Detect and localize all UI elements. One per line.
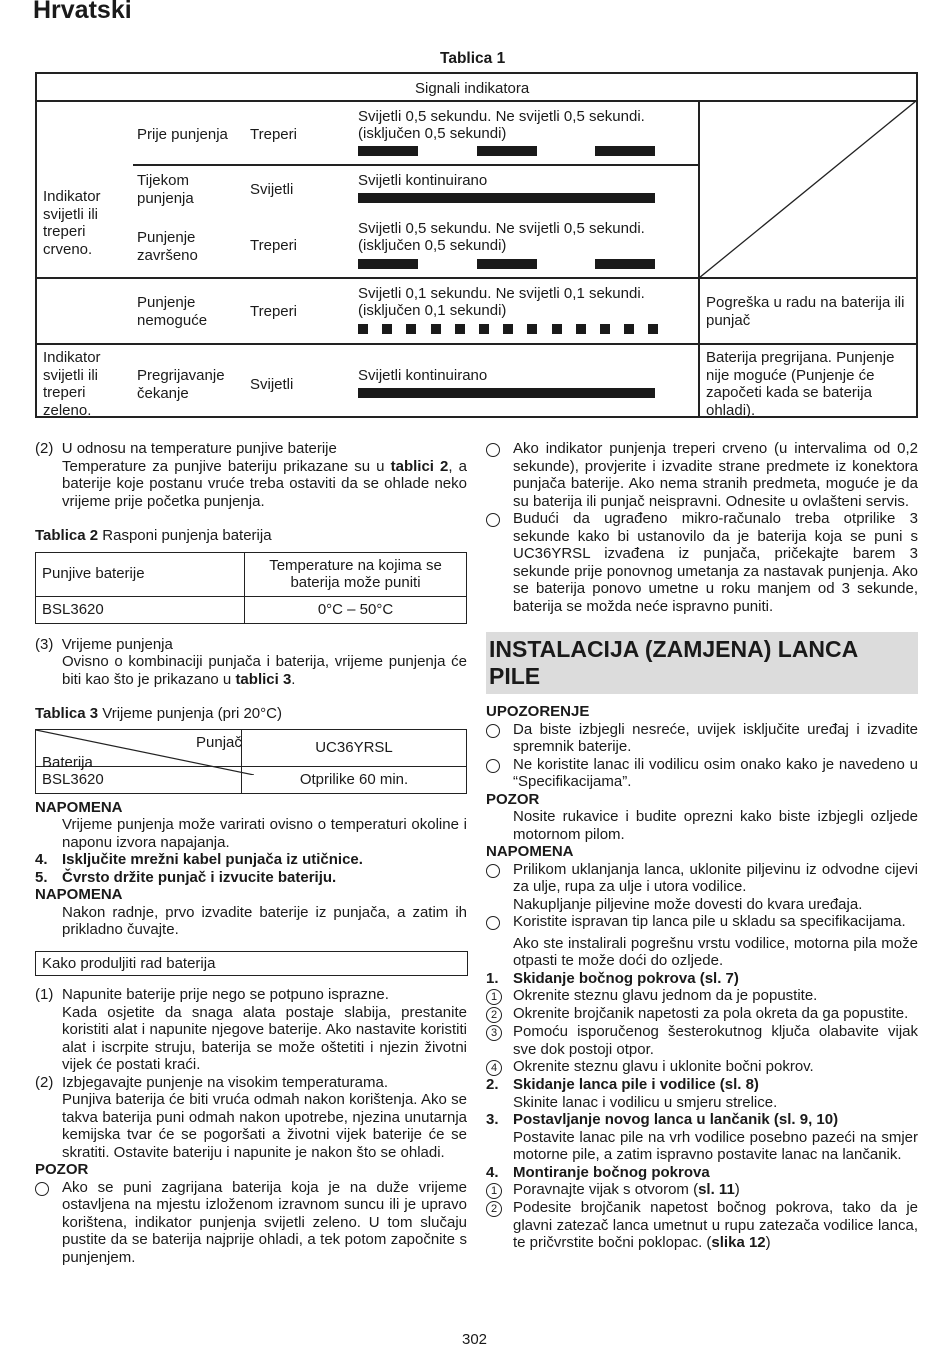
signal-bar [358,146,418,156]
table2 [35,552,467,624]
numbered-item: 1 Okrenite steznu glavu jednom da je popustite. [486,987,918,1005]
tip-2: (2) Izbjegavajte punjenje na visokim temperaturama. [35,1073,389,1091]
bullet-circle-icon [35,1182,49,1196]
signal-dash [527,324,537,334]
paragraph-3: (3) Vrijeme punjenja [35,635,173,653]
signal-text: (isključen 0,5 sekundi) [358,125,507,142]
note-heading: NAPOMENA [486,843,574,860]
number-2-icon: 2 [486,1201,502,1217]
table2-header: Temperature na kojima se baterija može puniti [245,552,467,596]
caution-text: Nosite rukavice i budite oprezni kako biste izbjegli ozljede motornom pilom. [513,808,918,843]
right-column [486,440,918,1252]
signal-dash [406,324,416,334]
section-title: INSTALACIJA (ZAMJENA) LANCA PILE [486,632,918,694]
signal-bar [358,259,418,269]
mode-label: Svijetli [250,376,294,393]
table3-caption: Tablica 3 Vrijeme punjenja (pri 20°C) [35,705,282,722]
diagonal-slash [699,101,916,278]
battery-label: Baterija [42,753,93,771]
mode-label: Treperi [250,126,297,143]
warning-heading: UPOZORENJE [486,703,590,720]
tip-1-text: Kada osjetite da snaga alata postaje slabija, prestanite koristiti alat i napunite njegove baterije. Ako nastavite koristiti alat i iscrpite struju, baterija se može oštetiti i njezin životni vijek će postati kraći. [62,1003,467,1073]
signal-dashes [358,324,655,334]
table3 [35,729,467,794]
tip-2-text: Punjiva baterija će biti vruća odmah nakon korištenja. Ako se takva baterija puni odmah nakon upotrebe, njezina unutarnja kemijska tvar će se pogoršati a životni vijek baterije će se skratiti. Ostavite bateriju i napunite je nakon što se ohladi. [62,1091,467,1161]
step-text: Postavite lanac pile na vrh vodilice posebno pazeći na smjer motorne pile, a zatim ispravno postavite lanac na lančanik. [513,1128,918,1163]
signal-text: (isključen 0,5 sekundi) [358,237,507,254]
left-column [35,440,467,1266]
numbered-item: 4 Okrenite steznu glavu i uklonite bočni pokrov. [486,1058,918,1076]
signal-dash [503,324,513,334]
number-1-icon: 1 [486,989,502,1005]
bullet-circle-icon [486,759,500,773]
group-red-label: Indikator svijetli ili treperi crveno. [43,188,101,258]
table3-header: UC36YRSL [242,729,467,766]
paragraph-2-text: Temperature za punjive bateriju prikazane su u tablici 2, a baterije koje postanu vruće treba ostaviti da se ohlade neko vrijeme prije početka punjenja. [62,457,468,510]
note-text: Nakon radnje, prvo izvadite baterije iz punjača, a zatim ih prikladno čuvajte. [62,903,467,938]
signal-dash [600,324,610,334]
bullet-item: Prilikom uklanjanja lanca, uklonite piljevinu iz odvodne cijevi za ulje, rupa za ulje i utora vodilice. [486,861,918,896]
table1-caption: Tablica 1 [440,50,506,67]
paragraph-3-text: Ovisno o kombinaciji punjača i baterija, vrijeme punjenja će biti kao što je prikazano u tablici 3. [62,653,467,688]
mode-label: Svijetli [250,181,294,198]
signal-bar [358,388,655,398]
state-label: Punjenje završeno [137,229,198,264]
signal-bar [595,146,655,156]
step-5: 5. Čvrsto držite punjač i izvucite bateriju. [35,868,337,886]
state-label: Punjenje nemoguće [137,294,208,329]
mode-label: Treperi [250,303,297,320]
battery-tips-heading: Kako produljiti rad baterija [35,951,468,977]
signal-dash [552,324,562,334]
signal-dash [648,324,658,334]
bullet-item: Ako indikator punjenja treperi crveno (u intervalima od 0,2 sekunde), provjerite i izvadite strane predmete iz konektora punjača baterije. Ako nema stranih predmeta, moguće je da su baterija ili punjač neispravni. Odnesite u ovlašteni servis. [486,440,918,510]
caution-heading: POZOR [35,1161,89,1178]
signal-dash [624,324,634,334]
page-title: Hrvatski [33,0,132,24]
numbered-item: 2 Podesite brojčanik napetost bočnog pokrova, tako da je glavni zatezač lanca umetnut u rupu zatezača vodilice lanca, te pričvrstite bočni poklopac. (slika 12) [486,1199,918,1252]
group-green-label: Indikator svijetli ili treperi zeleno. [43,349,101,419]
signal-text: (isključen 0,1 sekundi) [358,302,507,319]
step-text: Skinite lanac i vodilicu u smjeru strelice. [513,1093,778,1111]
table3-cell: BSL3620 [36,766,242,793]
bullet-circle-icon [486,513,500,527]
state-label: Prije punjenja [137,126,228,143]
signal-text: Svijetli kontinuirano [358,367,488,384]
signal-bar [477,146,537,156]
signal-dash [382,324,392,334]
numbered-item: 3 Pomoću isporučenog šesterokutnog ključa olabavite vijak sve dok postoji otpor. [486,1023,918,1058]
bullet-item: Ne koristite lanac ili vodilicu osim onako kako je navedeno u “Specifikacijama”. [486,756,918,791]
indicator-signal-table [35,72,918,418]
number-2-icon: 2 [486,1007,502,1023]
note-heading: NAPOMENA [35,886,123,903]
step-4: 4. Isključite mrežni kabel punjača iz utičnice. [35,851,363,868]
state-label: Pregrijavanje čekanje [137,367,225,402]
table1-header: Signali indikatora [415,80,530,97]
table2-cell: BSL3620 [36,596,245,623]
signal-dash [576,324,586,334]
signal-bar [595,259,655,269]
bullet-circle-icon [486,916,500,930]
signal-text: Svijetli 0,5 sekundu. Ne svijetli 0,5 sekundi. [358,108,645,125]
signal-dash [479,324,489,334]
note-text: Pogreška u radu na baterija ili punjač [706,294,905,329]
bullet-item: Da biste izbjegli nesreće, uvijek isključite uređaj i izvadite spremnik baterije. [486,721,918,756]
signal-text: Svijetli 0,5 sekundu. Ne svijetli 0,5 sekundi. [358,220,645,237]
number-1-icon: 1 [486,1183,502,1199]
signal-text: Svijetli 0,1 sekundu. Ne svijetli 0,1 sekundi. [358,285,645,302]
bullet-item: Budući da ugrađeno mikro-računalo treba otprilike 3 sekunde kako bi ustanovilo da je baterija koja se puni s UC36YRSL izvađena iz punjača, pričekajte barem 3 sekunde prije ponovnog umetanja za nastavak punjenja. Ako se baterija ponovo umetne u roku manjem od 3 sekunde, baterija se možda neće ispravno puniti. [486,510,918,615]
caution-heading: POZOR [486,790,540,808]
state-label: Tijekom punjenja [137,172,194,207]
table2-caption: Tablica 2 Rasponi punjenja baterija [35,527,272,544]
mode-label: Treperi [250,237,297,254]
step-heading: 4. Montiranje bočnog pokrova [486,1163,710,1181]
signal-bar [358,193,655,203]
note-heading: NAPOMENA [35,798,123,816]
paragraph-2: (2) U odnosu na temperature punjive baterije [35,440,337,457]
bullet-circle-icon [486,724,500,738]
note-text: Ako ste instalirali pogrešnu vrstu vodilice, motorna pila može otpasti te može doći do ozljede. [513,934,918,969]
tip-1: (1) Napunite baterije prije nego se potpuno isprazne. [35,986,389,1003]
signal-dash [358,324,368,334]
signal-dash [431,324,441,334]
caution-item: Ako se puni zagrijana baterija koja je na duže vrijeme ostavljena na mjestu izloženom izravnom suncu ili je upravo korištena, indikator punjenja svijetli zeleno. U tom slučaju pustite da se baterija najprije ohladi, a tek potom započnite s punjenjem. [35,1179,467,1267]
bullet-item: Koristite ispravan tip lanca pile u skladu sa specifikacijama. [486,913,918,935]
bullet-circle-icon [486,443,500,457]
table3-cell: Otprilike 60 min. [242,766,467,793]
step-heading: 1. Skidanje bočnog pokrova (sl. 7) [486,969,739,987]
number-4-icon: 4 [486,1060,502,1076]
number-3-icon: 3 [486,1025,502,1041]
step-heading: 2. Skidanje lanca pile i vodilice (sl. 8) [486,1076,759,1093]
step-heading: 3. Postavljanje novog lanca u lančanik (sl. 9, 10) [486,1111,839,1128]
page-number: 302 [462,1331,488,1348]
table2-header: Punjive baterije [36,552,245,596]
signal-bar [477,259,537,269]
table3-corner [36,729,242,771]
signal-dash [455,324,465,334]
bullet-circle-icon [486,864,500,878]
numbered-item: 2 Okrenite brojčanik napetosti za pola okreta da ga popustite. [486,1005,918,1023]
table2-cell: 0°C – 50°C [245,596,467,623]
note-text: Nakupljanje piljevine može dovesti do kvara uređaja. [513,895,863,913]
signal-text: Svijetli kontinuirano [358,172,488,189]
note-text: Baterija pregrijana. Punjenje nije moguće (Punjenje će započeti kada se baterija ohladi). [706,349,895,419]
numbered-item: 1 Poravnajte vijak s otvorom (sl. 11) [486,1181,918,1199]
note-text: Vrijeme punjenja može varirati ovisno o temperaturi okoline i naponu izvora napajanja. [62,816,467,851]
charger-label: Punjač [196,733,242,751]
